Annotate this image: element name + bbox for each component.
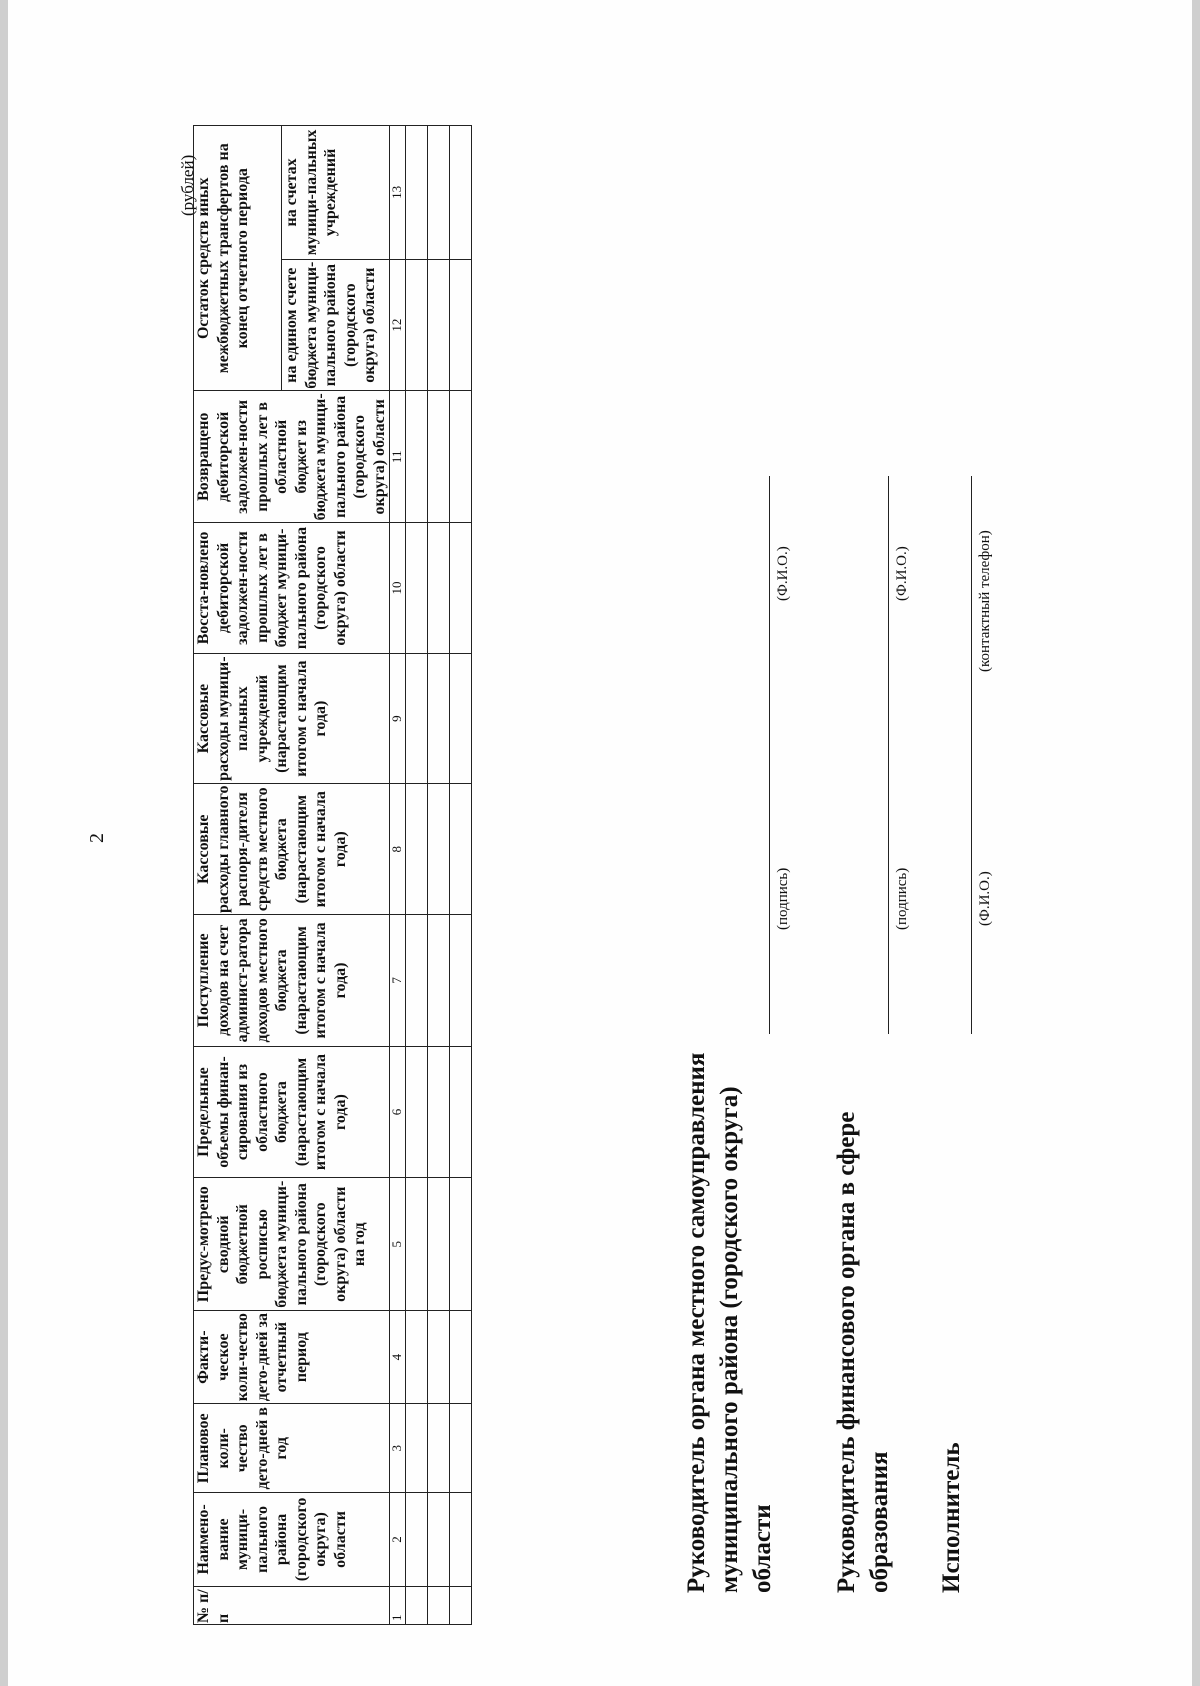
table-cell <box>450 523 472 654</box>
table-cell <box>428 1586 450 1624</box>
column-number: 11 <box>390 391 406 523</box>
signature-line <box>769 774 770 1034</box>
table-cell <box>428 391 450 523</box>
name-hint: (Ф.И.О.) <box>977 871 993 926</box>
table-cell <box>406 784 428 915</box>
header-col-6: Предельные объемы финан-сирования из областного бюджета (нарастающим итогом с начала года) <box>194 1046 390 1178</box>
page-number: 2 <box>86 833 108 843</box>
table-cell <box>428 1311 450 1404</box>
head-finance-title: Руководитель финансового органа в сфере образования <box>833 1111 893 1593</box>
table-row <box>450 126 472 1625</box>
table-cell <box>428 1178 450 1311</box>
column-number: 12 <box>390 259 406 391</box>
executor-title: Исполнитель <box>938 1442 965 1593</box>
table-cell <box>428 523 450 654</box>
table-cell <box>406 653 428 784</box>
table-cell <box>406 259 428 391</box>
table-cell <box>450 1046 472 1178</box>
table-cell <box>406 1311 428 1404</box>
header-col-5: Предус-мотрено сводной бюджетной росписью бюджета муници-пального района (городского округа) области на год <box>194 1178 390 1311</box>
table-cell <box>450 259 472 391</box>
header-col-7: Поступление доходов на счет админист-ратора доходов местного бюджета (нарастающим итогом с начала года) <box>194 915 390 1047</box>
table-row <box>428 126 450 1625</box>
table-cell <box>428 259 450 391</box>
subheader-col-12: на едином счете бюджета муници-пального района (городского округа) области <box>282 259 390 391</box>
header-col-8: Кассовые расходы главного распоря-дителя средств местного бюджета (нарастающим итогом с начала года) <box>194 784 390 915</box>
phone-line <box>971 476 972 776</box>
header-group-remainder: Остаток средств иных межбюджетных трансфертов на конец отчетного периода <box>194 126 282 391</box>
signature-line <box>888 774 889 1034</box>
table-cell <box>406 1046 428 1178</box>
column-number: 1 <box>390 1586 406 1624</box>
table-cell <box>406 915 428 1047</box>
table-cell <box>428 1046 450 1178</box>
table-cell <box>428 915 450 1047</box>
table-cell <box>450 653 472 784</box>
table-cell <box>450 1404 472 1493</box>
column-number: 9 <box>390 653 406 784</box>
report-table <box>193 125 472 1625</box>
column-number: 10 <box>390 523 406 654</box>
units-label: (рублей) <box>178 154 197 216</box>
table-cell <box>406 1178 428 1311</box>
subheader-col-13: на счетах муници-пальных учреждений <box>282 126 390 260</box>
head-local-title: Руководитель органа местного самоуправления муниципального района (городского округа) области <box>683 1052 776 1593</box>
table-cell <box>406 391 428 523</box>
column-number: 3 <box>390 1404 406 1493</box>
header-col-3: Плановое коли-чество дето-дней в год <box>194 1404 390 1493</box>
column-number: 7 <box>390 915 406 1047</box>
table-cell <box>450 1493 472 1586</box>
table-cell <box>450 126 472 260</box>
name-line <box>888 476 889 776</box>
table-cell <box>428 784 450 915</box>
table-cell <box>450 391 472 523</box>
table-cell <box>406 523 428 654</box>
header-col-9: Кассовые расходы муници-пальных учреждений (нарастающим итогом с начала года) <box>194 653 390 784</box>
header-col-11: Возвращено дебиторской задолжен-ности прошлых лет в областной бюджет из бюджета муници-пального района (городского округа) области <box>194 391 390 523</box>
header-col-4: Факти-ческое коли-чество дето-дней за отчетный период <box>194 1311 390 1404</box>
header-col-1: № п/п <box>194 1586 390 1624</box>
table-cell <box>450 784 472 915</box>
table-cell <box>406 1586 428 1624</box>
table-cell <box>450 1311 472 1404</box>
column-number: 2 <box>390 1493 406 1586</box>
table-cell <box>428 1404 450 1493</box>
column-number: 4 <box>390 1311 406 1404</box>
column-number: 13 <box>390 126 406 260</box>
table-row <box>406 126 428 1625</box>
table-cell <box>428 126 450 260</box>
column-number: 8 <box>390 784 406 915</box>
table-cell <box>406 1404 428 1493</box>
table-cell <box>450 1178 472 1311</box>
name-hint: (Ф.И.О.) <box>775 546 791 601</box>
signature-hint: (подпись) <box>894 867 910 930</box>
name-hint: (Ф.И.О.) <box>894 546 910 601</box>
column-number: 5 <box>390 1178 406 1311</box>
header-col-10: Восста-новлено дебиторской задолжен-ности прошлых лет в бюджет муници-пального района (городского округа) области <box>194 523 390 654</box>
table-cell <box>450 1586 472 1624</box>
table-cell <box>406 126 428 260</box>
name-line <box>769 476 770 776</box>
column-number: 6 <box>390 1046 406 1178</box>
table-cell <box>406 1493 428 1586</box>
table-cell <box>428 653 450 784</box>
signature-hint: (подпись) <box>775 867 791 930</box>
phone-hint: (контактный телефон) <box>977 530 993 672</box>
column-number-row <box>390 126 406 1625</box>
table-cell <box>450 915 472 1047</box>
header-col-2: Наимено-вание муници-пального района (городского округа) области <box>194 1493 390 1586</box>
name-line <box>971 774 972 1034</box>
table-cell <box>428 1493 450 1586</box>
